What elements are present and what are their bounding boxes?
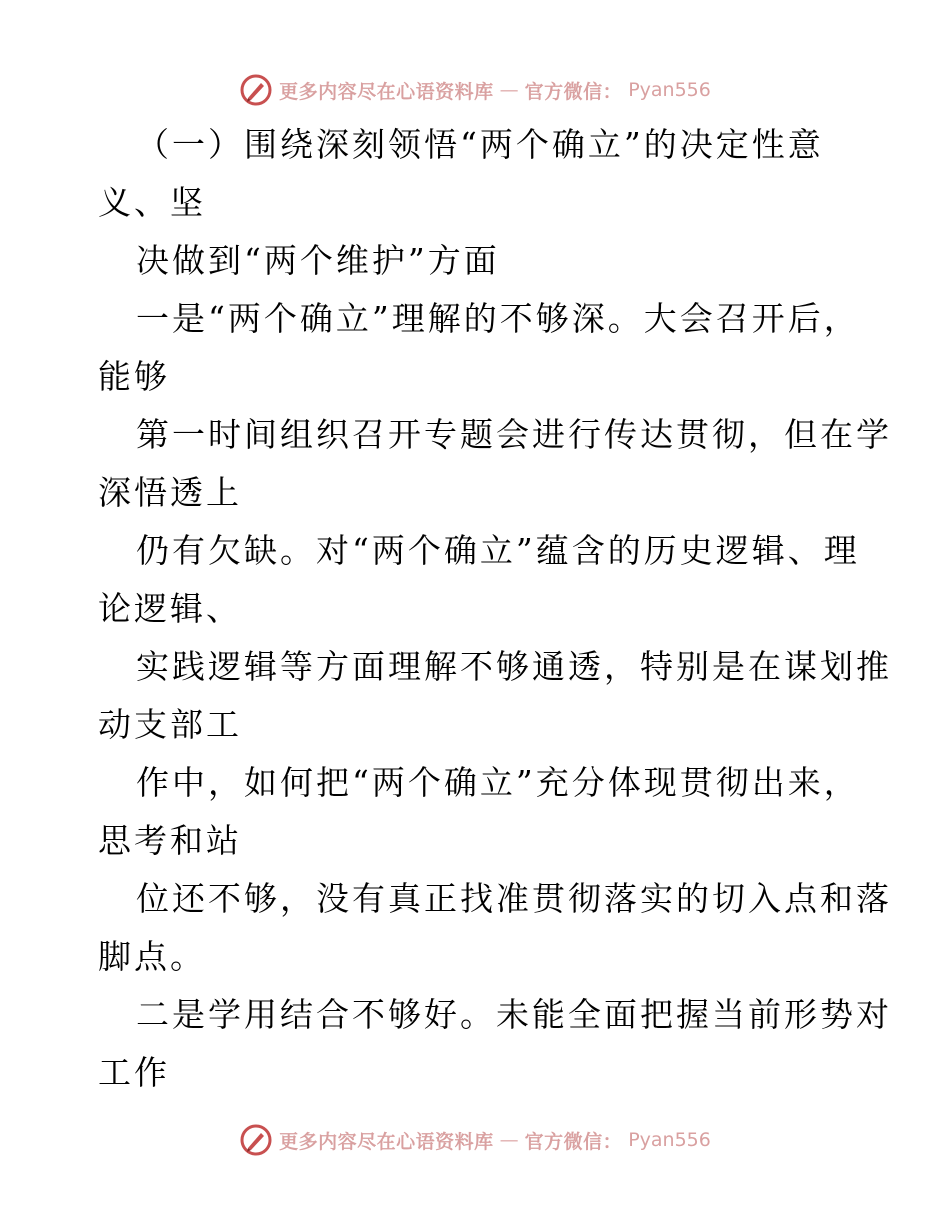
watermark-site-text: 更多内容尽在心语资料库 xyxy=(279,80,494,103)
watermark-wechat-id: Pyan556 xyxy=(628,1129,711,1151)
pen-logo-icon xyxy=(239,73,273,107)
text-line: （一）围绕深刻领悟“两个确立”的决定性意 xyxy=(136,125,824,164)
text-line: 二是学用结合不够好。未能全面把握当前形势对 xyxy=(136,995,892,1034)
text-line: 思考和站 xyxy=(98,821,242,860)
text-line: 位还不够，没有真正找准贯彻落实的切入点和落 xyxy=(136,879,892,918)
header-watermark xyxy=(0,70,950,110)
pen-logo-icon xyxy=(239,1123,273,1157)
text-line: 一是“两个确立”理解的不够深。大会召开后， xyxy=(136,299,860,338)
text-line: 第一时间组织召开专题会进行传达贯彻，但在学 xyxy=(136,415,892,454)
text-line: 仍有欠缺。对“两个确立”蕴含的历史逻辑、理 xyxy=(136,531,860,570)
text-line: 能够 xyxy=(98,357,170,396)
watermark-wechat-label: 官方微信： xyxy=(524,80,623,103)
footer-watermark xyxy=(0,1120,950,1160)
text-line: 脚点。 xyxy=(98,937,206,976)
document-body xyxy=(98,116,892,1102)
watermark-site-text: 更多内容尽在心语资料库 xyxy=(279,1130,494,1153)
text-line: 义、坚 xyxy=(98,183,206,222)
text-line: 作中，如何把“两个确立”充分体现贯彻出来， xyxy=(136,763,860,802)
watermark-wechat-id: Pyan556 xyxy=(628,79,711,101)
text-line: 决做到“两个维护”方面 xyxy=(136,241,500,280)
watermark-wechat-label: 官方微信： xyxy=(524,1130,623,1153)
watermark-separator: — xyxy=(499,79,519,101)
text-line: 实践逻辑等方面理解不够通透，特别是在谋划推 xyxy=(136,647,892,686)
text-line: 论逻辑、 xyxy=(98,589,242,628)
watermark-separator: — xyxy=(499,1129,519,1151)
text-line: 深悟透上 xyxy=(98,473,242,512)
text-line: 工作 xyxy=(98,1053,170,1092)
text-line: 动支部工 xyxy=(98,705,242,744)
